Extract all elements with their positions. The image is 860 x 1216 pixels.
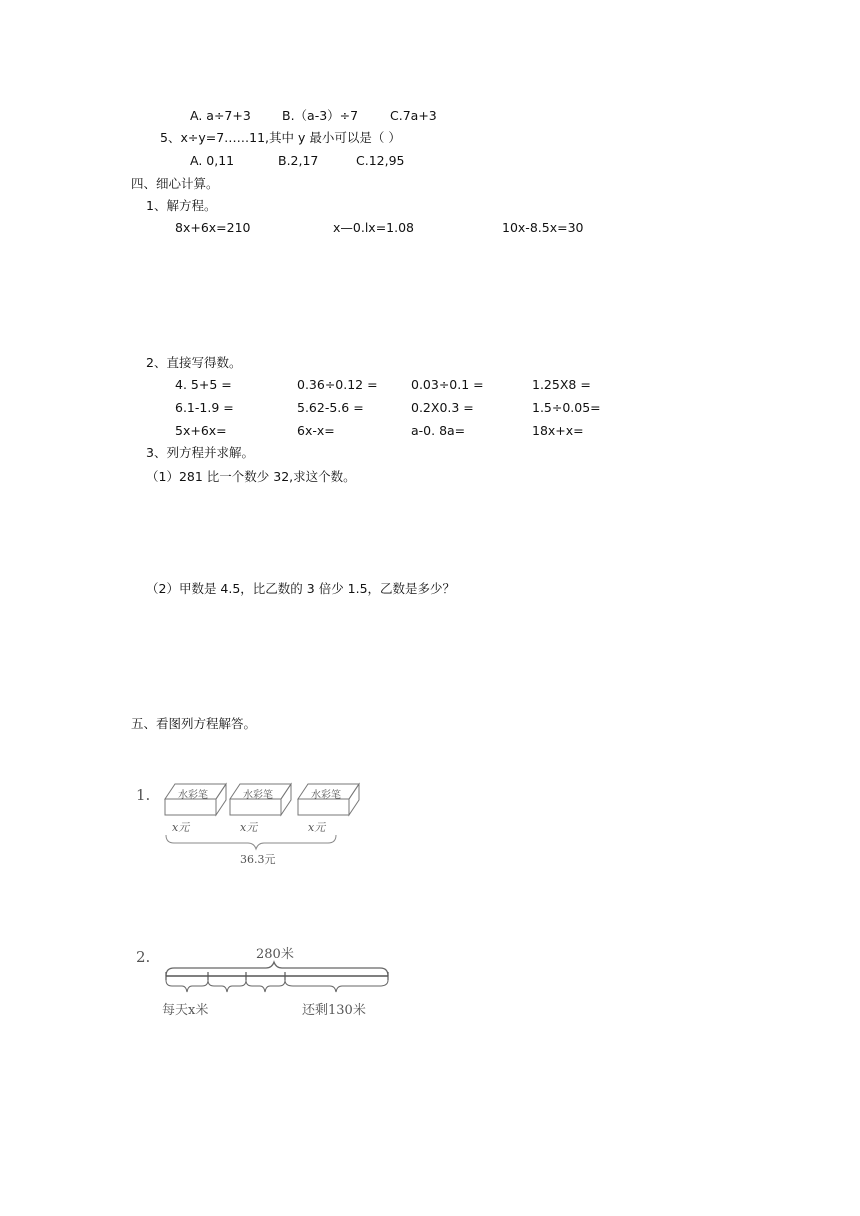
- total-top-brace: [166, 962, 388, 976]
- calc-r3-c4: 18x+x=: [532, 423, 584, 438]
- q5-option-b: B.2,17: [278, 153, 319, 168]
- q4-option-a: A. a÷7+3: [190, 108, 251, 123]
- calc-r2-c2: 5.62-5.6 =: [297, 400, 364, 415]
- figure2-number: 2.: [136, 948, 151, 966]
- remaining-label: 还剩130米: [302, 1003, 366, 1018]
- pen-box-3-label: 水彩笔: [311, 790, 341, 801]
- calc-r1-c2: 0.36÷0.12 =: [297, 377, 378, 392]
- part3-title: 3、列方程并求解。: [146, 445, 254, 460]
- pen-box-2-label: 水彩笔: [243, 790, 273, 801]
- equation-2: x—0.lx=1.08: [333, 220, 414, 235]
- calc-r2-c4: 1.5÷0.05=: [532, 400, 601, 415]
- calc-r2-c3: 0.2X0.3 =: [411, 400, 474, 415]
- total-brace: [166, 835, 336, 849]
- equation-3: 10x-8.5x=30: [502, 220, 584, 235]
- part3-question-1: （1）281 比一个数少 32,求这个数。: [146, 469, 356, 484]
- figure1-number: 1.: [136, 786, 151, 804]
- calc-r1-c1: 4. 5+5 =: [175, 377, 232, 392]
- daily-label: 每天x米: [162, 1003, 209, 1018]
- q4-option-b: B.（a-3）÷7: [282, 108, 359, 123]
- q5-option-a: A. 0,11: [190, 153, 235, 168]
- pen-box-1-label: 水彩笔: [178, 790, 208, 801]
- q4-option-c: C.7a+3: [390, 108, 437, 123]
- calc-r1-c3: 0.03÷0.1 =: [411, 377, 484, 392]
- part3-question-2: （2）甲数是 4.5，比乙数的 3 倍少 1.5，乙数是多少？: [146, 581, 456, 596]
- q5-stem: 5、x÷y=7……11,其中 y 最小可以是（ ）: [160, 130, 401, 145]
- price-label-3: x元: [308, 821, 326, 834]
- part2-title: 2、直接写得数。: [146, 355, 242, 370]
- price-label-1: x元: [172, 821, 190, 834]
- calc-r3-c2: 6x-x=: [297, 423, 335, 438]
- road-length-figure: [130, 940, 400, 1025]
- calc-r3-c3: a-0. 8a=: [411, 423, 466, 438]
- figure2-total: 280米: [256, 947, 294, 962]
- daily-braces: [166, 980, 388, 992]
- section4-title: 四、细心计算。: [131, 176, 219, 191]
- figure1-total: 36.3元: [240, 853, 276, 866]
- calc-r3-c1: 5x+6x=: [175, 423, 227, 438]
- calc-r1-c4: 1.25X8 =: [532, 377, 591, 392]
- equation-1: 8x+6x=210: [175, 220, 251, 235]
- calc-r2-c1: 6.1-1.9 =: [175, 400, 234, 415]
- price-label-2: x元: [240, 821, 258, 834]
- watercolor-pens-figure: [130, 775, 370, 870]
- q5-option-c: C.12,95: [356, 153, 405, 168]
- section5-title: 五、看图列方程解答。: [131, 716, 257, 731]
- part1-title: 1、解方程。: [146, 198, 217, 213]
